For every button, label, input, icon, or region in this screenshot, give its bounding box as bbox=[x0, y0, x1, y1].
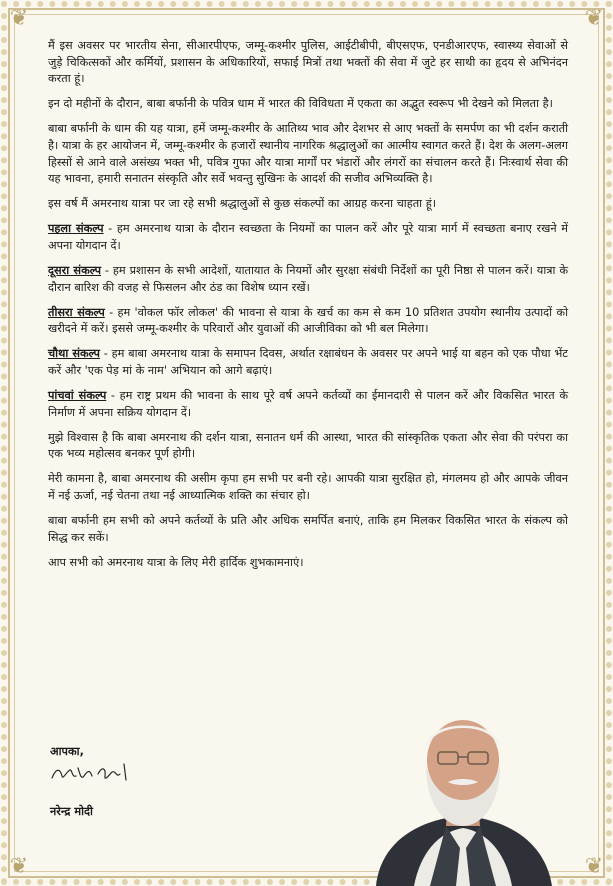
corner-ornament-icon: ❦ bbox=[584, 854, 604, 879]
resolve-text: - हम राष्ट्र प्रथम की भावना के साथ पूरे वर्ष अपने कर्तव्यों का ईमानदारी से पालन करें और विकसित भारत के निर्माण में अपना सक्रिय योगदान दें। bbox=[48, 389, 568, 419]
resolve-4 bbox=[48, 346, 568, 379]
resolve-title: तीसरा संकल्प bbox=[48, 305, 105, 319]
resolve-5 bbox=[48, 388, 568, 421]
closing-paragraph-2: मेरी कामना है, बाबा अमरनाथ की असीम कृपा हम सभी पर बनी रहे। आपकी यात्रा सुरक्षित हो, मंगलमय हो और आपके जीवन में नई ऊर्जा, नई चेतना तथा नई आध्यात्मिक शक्ति का संचार हो। bbox=[48, 472, 568, 503]
signer-name: नरेन्द्र मोदी bbox=[50, 805, 93, 818]
resolve-3 bbox=[48, 305, 568, 338]
resolve-title: चौथा संकल्प bbox=[48, 347, 100, 361]
resolve-text: - हम 'वोकल फॉर लोकल' की भावना से यात्रा के खर्च का कम से कम 10 प्रतिशत उपयोग स्थानीय उत्पादों को खरीदने में करें। इससे जम्मू-कश्मीर के परिवारों और युवाओं की आजीविका को भी बल मिलेगा। bbox=[48, 305, 569, 336]
resolve-title: पांचवां संकल्प bbox=[48, 389, 107, 403]
resolve-text: - हम अमरनाथ यात्रा के दौरान स्वच्छता के नियमों का पालन करें और पूरे यात्रा मार्ग में स्वच्छता बनाए रखने में अपना योगदान दें। bbox=[48, 222, 568, 252]
resolve-text: - हम बाबा अमरनाथ यात्रा के समापन दिवस, अर्थात रक्षाबंधन के अवसर पर अपने भाई या बहन को एक पौधा भेंट करें और 'एक पेड़ मां के नाम' अभियान को आगे बढ़ाएं। bbox=[48, 347, 568, 377]
resolve-title: पहला संकल्प bbox=[48, 222, 104, 236]
resolve-2 bbox=[48, 263, 568, 296]
paragraph-4: इस वर्ष मैं अमरनाथ यात्रा पर जा रहे सभी श्रद्धालुओं से कुछ संकल्पों का आग्रह करना चाहता हूं। bbox=[48, 197, 436, 211]
resolve-title: दूसरा संकल्प bbox=[48, 264, 102, 278]
corner-ornament-icon: ❦ bbox=[584, 6, 604, 31]
resolve-text: - हम प्रशासन के सभी आदेशों, यातायात के नियमों और सुरक्षा संबंधी निर्देशों का पूरी निष्ठा से पालन करें। यात्रा के दौरान बारिश की वजह से फिसलन और ठंड का विशेष ध्यान रखें। bbox=[48, 264, 568, 294]
corner-ornament-icon: ❦ bbox=[9, 6, 29, 31]
letter-body bbox=[48, 38, 568, 580]
closing-paragraph-3: बाबा बर्फानी हम सभी को अपने कर्तव्यों के प्रति और अधिक समर्पित बनाएं, ताकि हम मिलकर विकसित भारत के संकल्प को सिद्ध कर सकें। bbox=[48, 514, 568, 544]
salutation: आपका, bbox=[50, 745, 84, 758]
corner-ornament-icon: ❦ bbox=[9, 854, 29, 879]
handwritten-signature bbox=[50, 760, 140, 786]
paragraph-1: मैं इस अवसर पर भारतीय सेना, सीआरपीएफ, जम्मू-कश्मीर पुलिस, आईटीबीपी, बीएसएफ, एनडीआरएफ, स्वास्थ्य सेवाओं से जुड़े चिकित्सकों और कर्मियों, प्रशासन के अधिकारियों, सफाई मित्रों तथा भक्तों की सेवा में जुटे हर साथी का हृदय से अभिनंदन करता हूं। bbox=[48, 39, 568, 86]
resolve-1 bbox=[48, 221, 568, 254]
portrait-photo bbox=[368, 708, 558, 886]
paragraph-3: बाबा बर्फानी के धाम की यह यात्रा, हमें जम्मू-कश्मीर के आतिथ्य भाव और देशभर से आए भक्तों के समर्पण का भी दर्शन कराती है। यात्रा के हर आयोजन में, जम्मू-कश्मीर के हजारों स्थानीय नागरिक श्रद्धालुओं का आत्मीय स्वागत करते हैं। देश के अलग-अलग हिस्सों से आने वाले असंख्य भक्त भी, पवित्र गुफा और यात्रा मार्गों पर भंडारों और लंगरों का संचालन करते हैं। निःस्वार्थ सेवा की यह भावना, हमारी सनातन संस्कृति और सर्वे भवन्तु सुखिनः के आदर्श की सजीव अभिव्यक्ति है। bbox=[48, 122, 568, 186]
closing-paragraph-1: मुझे विश्वास है कि बाबा अमरनाथ की दर्शन यात्रा, सनातन धर्म की आस्था, भारत की सांस्कृतिक एकता और सेवा की परंपरा का एक भव्य महोत्सव बनकर पूर्ण होगी। bbox=[48, 430, 568, 461]
paragraph-2: इन दो महीनों के दौरान, बाबा बर्फानी के पवित्र धाम में भारत की विविधता में एकता का अद्भुत स्वरूप भी देखने को मिलता है। bbox=[48, 97, 553, 111]
closing-paragraph-4: आप सभी को अमरनाथ यात्रा के लिए मेरी हार्दिक शुभकामनाएं। bbox=[48, 555, 304, 569]
